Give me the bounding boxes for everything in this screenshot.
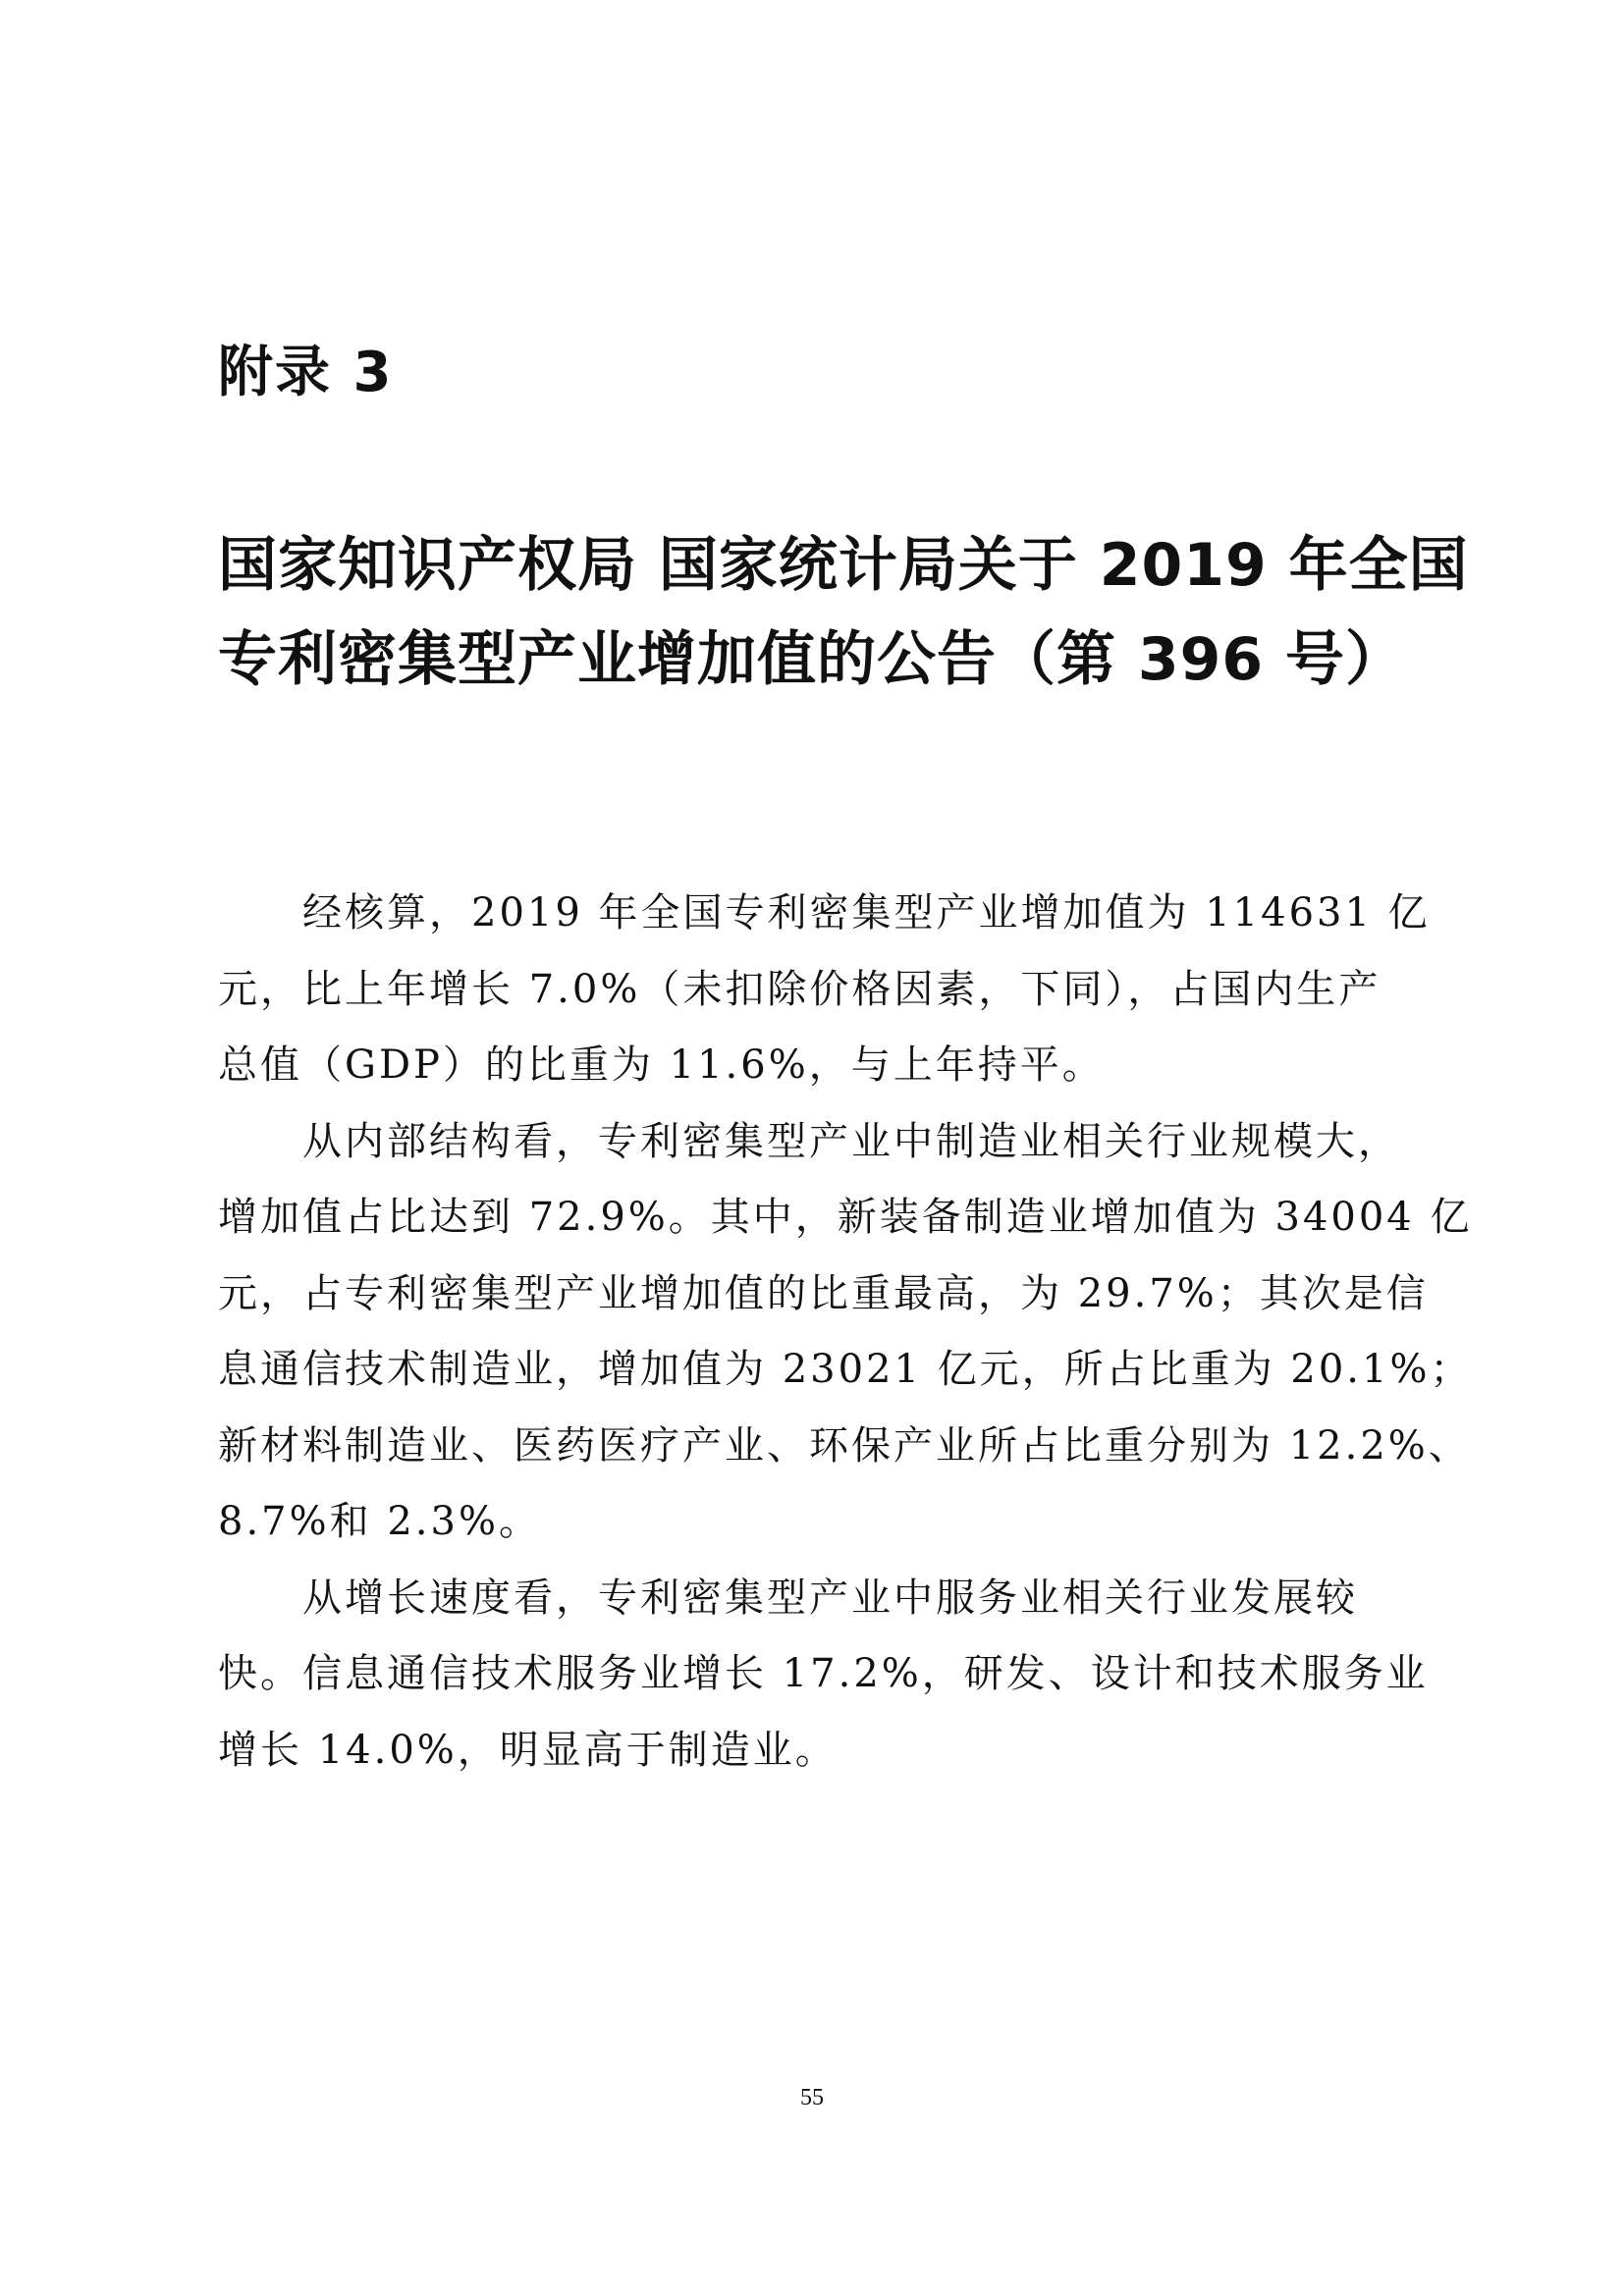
appendix-label: 附录 3 (218, 341, 394, 404)
paragraph-line: 经核算，2019 年全国专利密集型产业增加值为 114631 亿 (302, 890, 1431, 935)
paragraph-line: 元，比上年增长 7.0%（未扣除价格因素，下同），占国内生产 (218, 966, 1381, 1012)
title-line: 专利密集型产业增加值的公告（第 396 号） (218, 625, 1406, 694)
paragraph-line: 增长 14.0%，明显高于制造业。 (218, 1727, 838, 1773)
paragraph-line: 8.7%和 2.3%。 (218, 1499, 541, 1544)
body-text (218, 876, 1473, 1789)
paragraph-line: 总值（GDP）的比重为 11.6%，与上年持平。 (218, 1042, 1105, 1088)
paragraph (218, 876, 1431, 1104)
paragraph-line: 从增长速度看，专利密集型产业中服务业相关行业发展较 (302, 1575, 1358, 1621)
page-number: 55 (800, 2085, 824, 2110)
paragraph-line: 元，占专利密集型产业增加值的比重最高，为 29.7%；其次是信 (218, 1270, 1429, 1316)
paragraph-line: 增加值占比达到 72.9%。其中，新装备制造业增加值为 34004 亿 (218, 1195, 1473, 1240)
paragraph (218, 1561, 1429, 1789)
paragraph-line: 新材料制造业、医药医疗产业、环保产业所占比重分别为 12.2%、 (218, 1422, 1471, 1468)
paragraph-line: 快。信息通信技术服务业增长 17.2%，研发、设计和技术服务业 (218, 1651, 1429, 1696)
title-line: 国家知识产权局 国家统计局关于 2019 年全国 (218, 531, 1469, 600)
document-title (218, 518, 1469, 707)
paragraph-line: 从内部结构看，专利密集型产业中制造业相关行业规模大， (302, 1118, 1400, 1164)
paragraph-line: 息通信技术制造业，增加值为 23021 亿元，所占比重为 20.1%； (218, 1347, 1473, 1392)
paragraph (218, 1104, 1473, 1561)
